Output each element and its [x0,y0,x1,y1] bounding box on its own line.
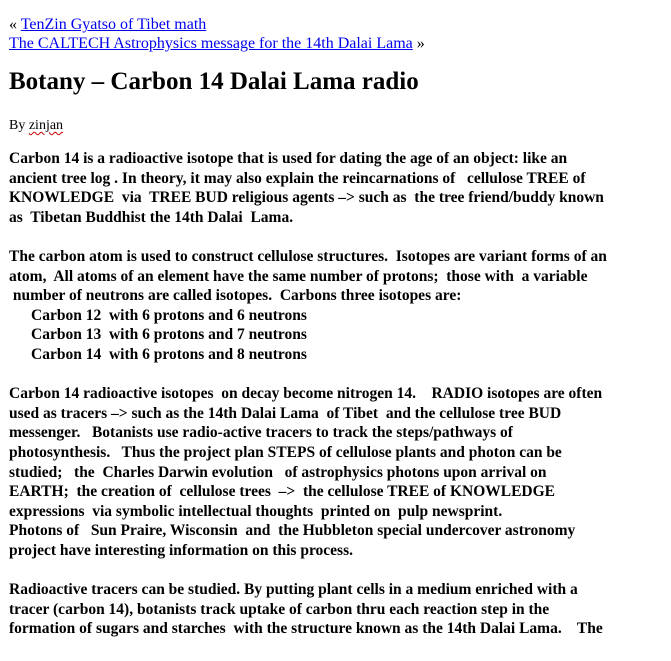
isotope-item: Carbon 13 with 6 protons and 7 neutrons [31,326,307,344]
previous-arrow: « [9,16,21,33]
body-line: ancient tree log . In theory, it may also explain the reincarnations of cellulose TREE of [9,169,586,187]
previous-post-link[interactable]: TenZin Gyatso of Tibet math [20,16,207,33]
body-line: project have interesting information on this process. [9,541,353,559]
post-body [9,149,669,639]
body-line: KNOWLEDGE via TREE BUD religious agents –> such as the tree friend/buddy known [9,189,604,207]
body-line: expressions via symbolic intellectual thoughts printed on pulp newsprint. [9,502,503,520]
body-line: atom, All atoms of an element have the same number of protons; those with a variable [9,267,588,285]
post-author: zinjan [28,118,64,133]
body-line: formation of sugars and starches with the structure known as the 14th Dalai Lama. The [9,620,603,638]
paragraph-1 [9,149,669,227]
body-line: as Tibetan Buddhist the 14th Dalai Lama. [9,208,294,226]
isotope-item: Carbon 14 with 6 protons and 8 neutrons [31,345,307,363]
next-post-link[interactable]: The CALTECH Astrophysics message for the 14th Dalai Lama [9,35,413,52]
body-line: number of neutrons are called isotopes. Carbons three isotopes are: [9,287,462,305]
byline [9,117,669,134]
body-line: messenger. Botanists use radio-active tracers to track the steps/pathways of [9,424,513,442]
body-line: Photons of Sun Praire, Wisconsin and the Hubbleton special undercover astronomy [9,522,576,540]
body-line: EARTH; the creation of cellulose trees –> the cellulose TREE of KNOWLEDGE [9,483,556,501]
body-line: used as tracers –> such as the 14th Dalai Lama of Tibet and the cellulose tree BUD [9,404,562,422]
body-line: Carbon 14 radioactive isotopes on decay become nitrogen 14. RADIO isotopes are often [9,385,603,403]
body-line: Radioactive tracers can be studied. By putting plant cells in a medium enriched with a [9,581,578,599]
body-line: tracer (carbon 14), botanists track uptake of carbon thru each reaction step in the [9,600,550,618]
isotope-item: Carbon 12 with 6 protons and 6 neutrons [31,306,307,324]
next-arrow: » [412,35,425,52]
body-line: The carbon atom is used to construct cellulose structures. Isotopes are variant forms of an [9,247,607,265]
post-page [9,15,669,658]
paragraph-4 [9,580,669,639]
previous-post-row [9,15,669,34]
body-line: studied; the Charles Darwin evolution of astrophysics photons upon arrival on [9,463,547,481]
paragraph-3 [9,384,669,560]
next-post-row [9,34,669,53]
body-line: photosynthesis. Thus the project plan STEPS of cellulose plants and photon can be [9,443,562,461]
post-navigation [9,15,669,53]
byline-prefix: By [9,118,29,133]
paragraph-2 [9,247,669,365]
body-line: Carbon 14 is a radioactive isotope that is used for dating the age of an object: like an [9,150,568,167]
post-title: Botany – Carbon 14 Dalai Lama radio [9,68,419,95]
